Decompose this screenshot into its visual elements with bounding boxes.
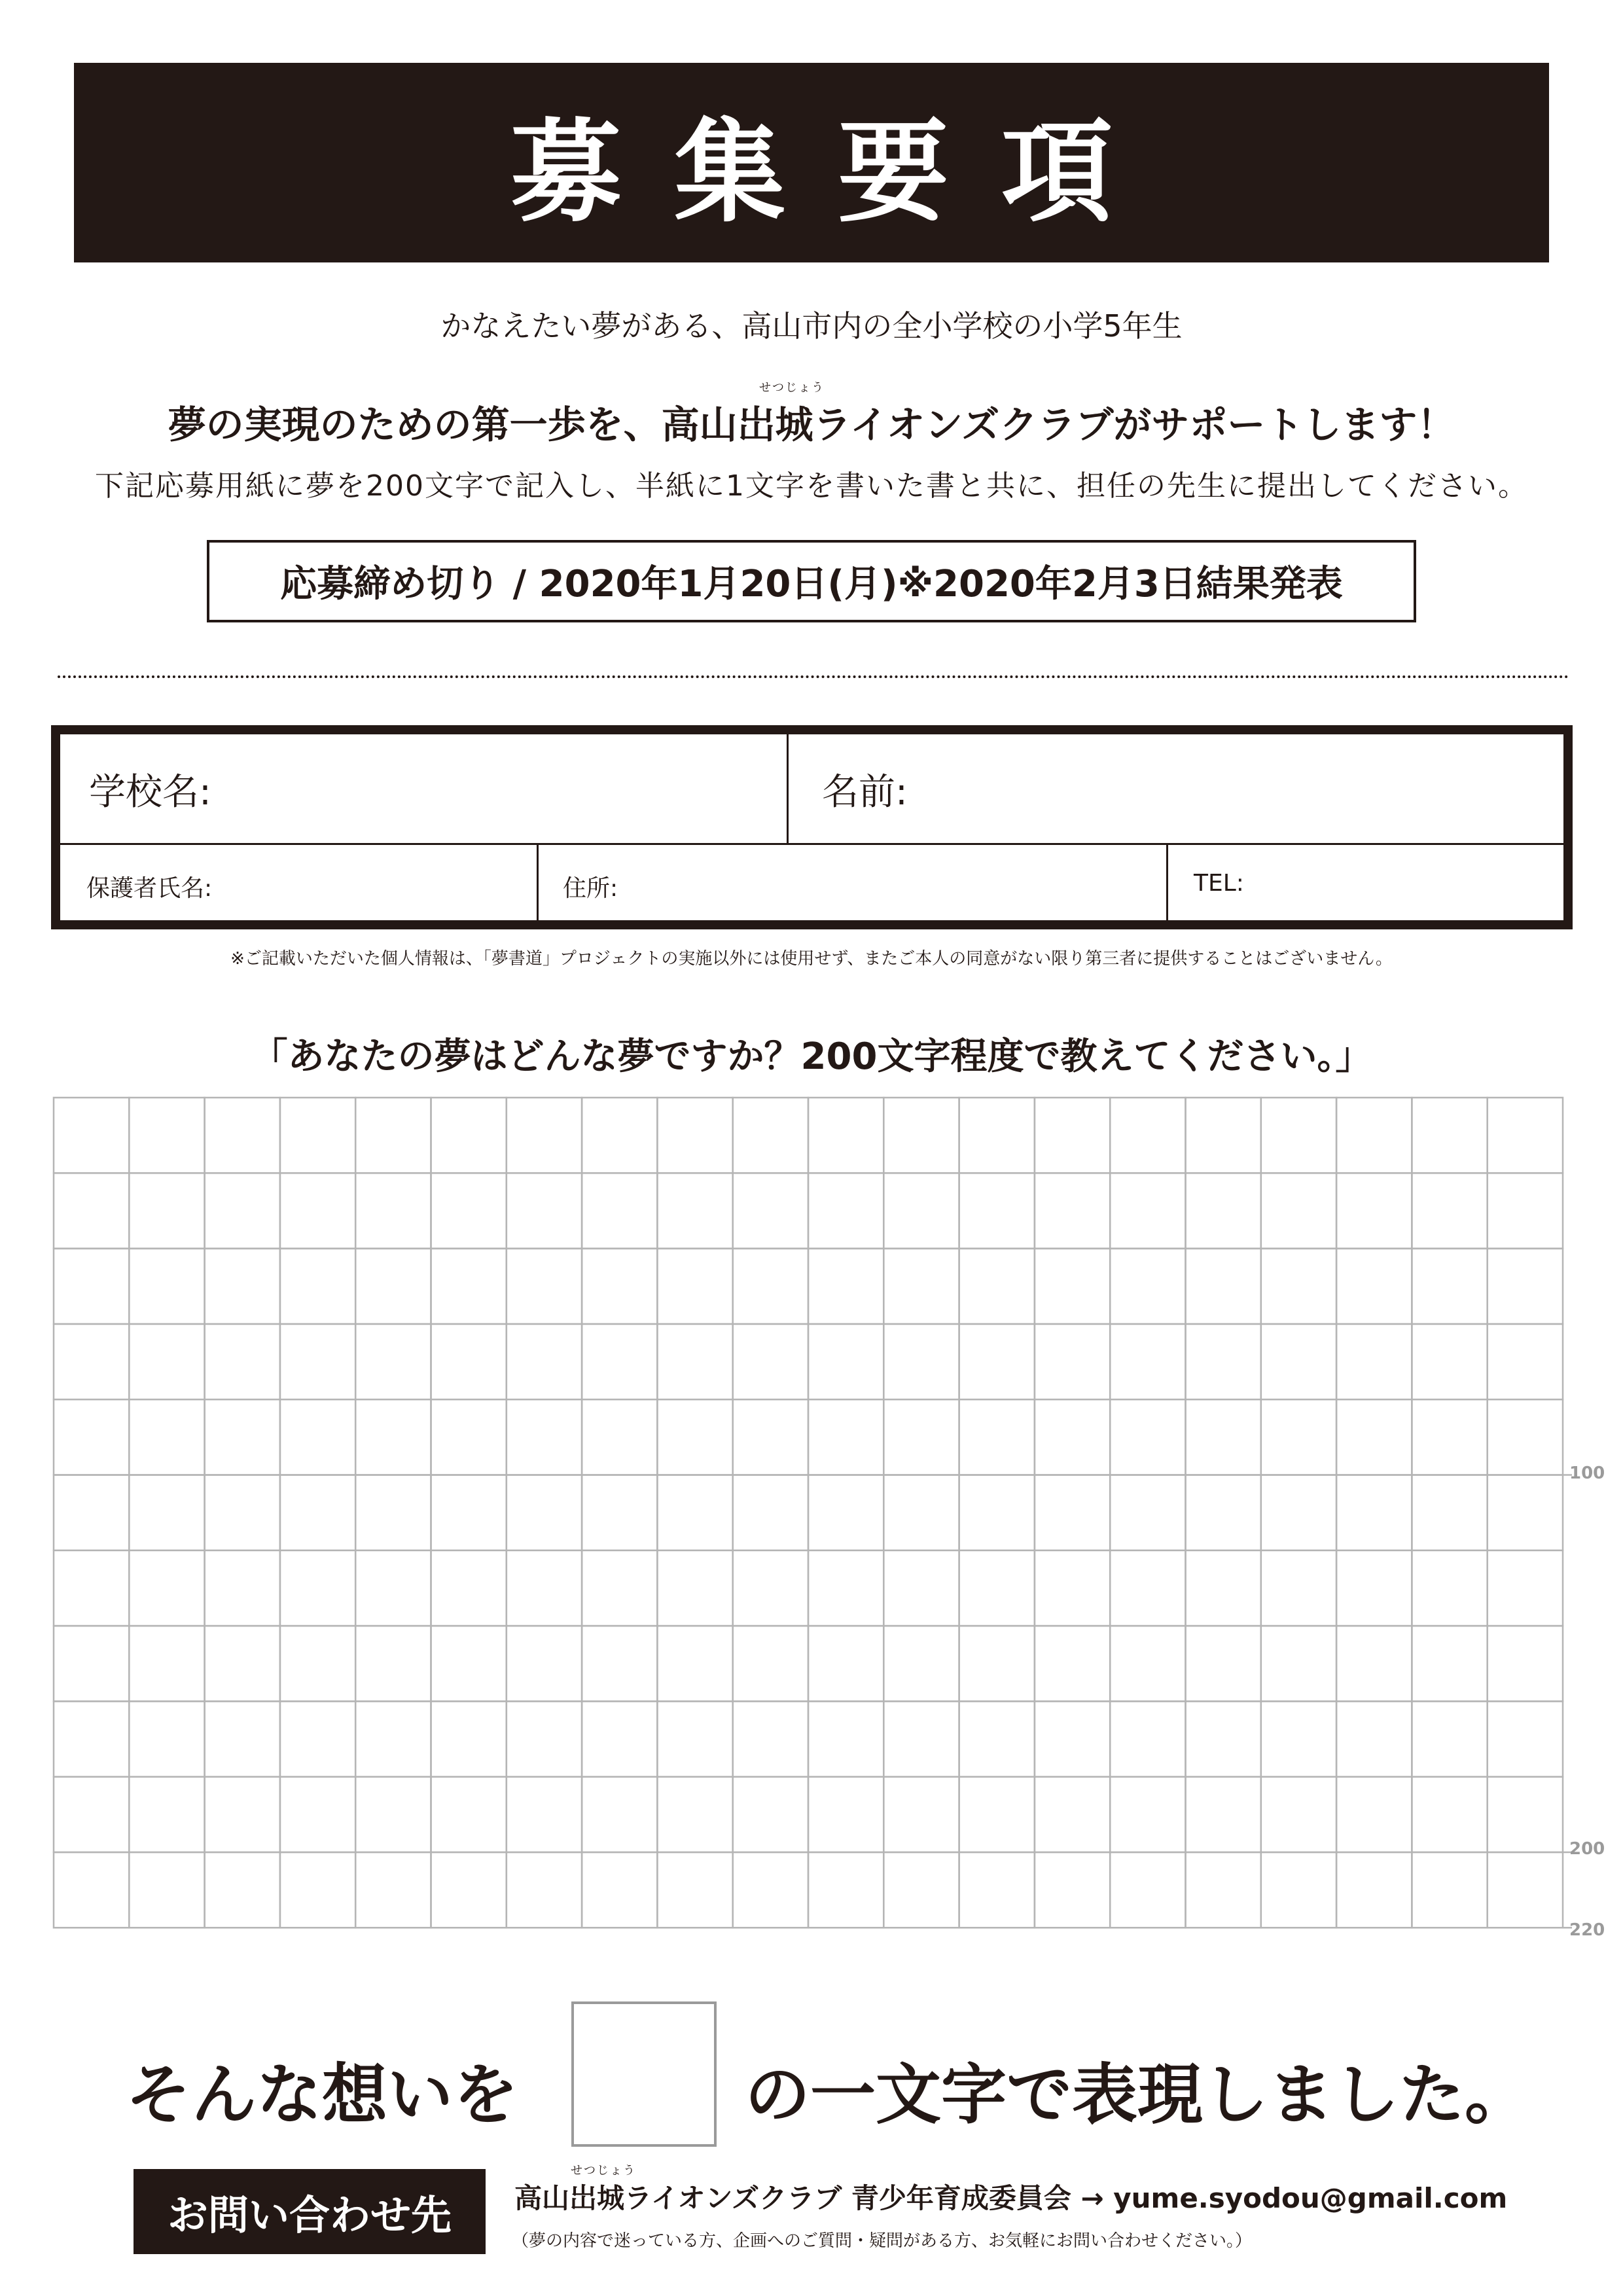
grid-cell[interactable]	[507, 1399, 582, 1475]
student-name-field[interactable]: 名前:	[822, 771, 908, 814]
grid-cell[interactable]	[733, 1475, 808, 1551]
grid-cell[interactable]	[1186, 1626, 1261, 1701]
grid-cell[interactable]	[1261, 1626, 1336, 1701]
grid-cell[interactable]	[582, 1626, 657, 1701]
grid-cell[interactable]	[507, 1098, 582, 1173]
grid-cell[interactable]	[507, 1701, 582, 1776]
grid-cell[interactable]	[431, 1777, 507, 1852]
grid-cell[interactable]	[883, 1324, 959, 1399]
grid-cell[interactable]	[129, 1324, 204, 1399]
grid-cell[interactable]	[959, 1324, 1035, 1399]
grid-cell[interactable]	[54, 1324, 129, 1399]
grid-cell[interactable]	[1186, 1551, 1261, 1626]
grid-cell[interactable]	[1336, 1626, 1412, 1701]
grid-cell[interactable]	[1412, 1399, 1487, 1475]
grid-cell[interactable]	[1035, 1324, 1110, 1399]
grid-cell[interactable]	[959, 1626, 1035, 1701]
grid-cell[interactable]	[1186, 1249, 1261, 1324]
grid-cell[interactable]	[808, 1399, 883, 1475]
grid-cell[interactable]	[1035, 1173, 1110, 1248]
grid-cell[interactable]	[657, 1249, 732, 1324]
grid-cell[interactable]	[280, 1098, 355, 1173]
grid-cell[interactable]	[808, 1324, 883, 1399]
grid-cell[interactable]	[959, 1551, 1035, 1626]
grid-cell[interactable]	[280, 1173, 355, 1248]
grid-cell[interactable]	[582, 1475, 657, 1551]
target-audience: かなえたい夢がある、高山市内の全小学校の小学5年生	[440, 308, 1183, 344]
grid-cell[interactable]	[1110, 1777, 1185, 1852]
grid-cell[interactable]	[1186, 1777, 1261, 1852]
grid-cell[interactable]	[355, 1701, 431, 1776]
grid-cell[interactable]	[883, 1626, 959, 1701]
grid-cell[interactable]	[1110, 1551, 1185, 1626]
grid-cell[interactable]	[1186, 1098, 1261, 1173]
grid-cell[interactable]	[733, 1249, 808, 1324]
grid-cell[interactable]	[582, 1551, 657, 1626]
grid-cell[interactable]	[129, 1777, 204, 1852]
single-character-box[interactable]	[571, 2001, 717, 2147]
contact-info: 高山岀城ライオンズクラブ 青少年育成委員会 → yume.syodou@gmail.com	[514, 2182, 1508, 2214]
grid-cell[interactable]	[1488, 1249, 1563, 1324]
grid-cell[interactable]	[507, 1475, 582, 1551]
grid-cell[interactable]	[1110, 1701, 1185, 1776]
grid-cell[interactable]	[205, 1475, 280, 1551]
grid-cell[interactable]	[808, 1852, 883, 1928]
grid-cell[interactable]	[129, 1098, 204, 1173]
grid-cell[interactable]	[1336, 1701, 1412, 1776]
grid-cell[interactable]	[808, 1249, 883, 1324]
grid-cell[interactable]	[280, 1701, 355, 1776]
grid-cell[interactable]	[205, 1551, 280, 1626]
grid-cell[interactable]	[883, 1173, 959, 1248]
grid-cell[interactable]	[808, 1701, 883, 1776]
grid-cell[interactable]	[1261, 1399, 1336, 1475]
grid-cell[interactable]	[355, 1249, 431, 1324]
grid-cell[interactable]	[959, 1249, 1035, 1324]
grid-cell[interactable]	[1261, 1852, 1336, 1928]
grid-cell[interactable]	[1488, 1852, 1563, 1928]
grid-cell[interactable]	[1412, 1173, 1487, 1248]
grid-cell[interactable]	[507, 1249, 582, 1324]
grid-cell[interactable]	[1412, 1777, 1487, 1852]
grid-cell[interactable]	[883, 1777, 959, 1852]
grid-cell[interactable]	[1261, 1475, 1336, 1551]
grid-cell[interactable]	[1336, 1324, 1412, 1399]
grid-cell[interactable]	[959, 1777, 1035, 1852]
deadline-box: 応募締め切り / 2020年1月20日(月)※2020年2月3日結果発表	[207, 540, 1416, 622]
school-name-field[interactable]: 学校名:	[89, 771, 211, 814]
grid-cell[interactable]	[1412, 1626, 1487, 1701]
grid-marker-100: 100	[1569, 1463, 1605, 1483]
grid-cell[interactable]	[355, 1852, 431, 1928]
grid-cell[interactable]	[280, 1399, 355, 1475]
grid-cell[interactable]	[733, 1852, 808, 1928]
grid-cell[interactable]	[657, 1852, 732, 1928]
grid-cell[interactable]	[1412, 1098, 1487, 1173]
grid-cell[interactable]	[355, 1399, 431, 1475]
grid-cell[interactable]	[733, 1098, 808, 1173]
grid-cell[interactable]	[959, 1852, 1035, 1928]
grid-cell[interactable]	[808, 1173, 883, 1248]
grid-cell[interactable]	[1336, 1475, 1412, 1551]
grid-cell[interactable]	[507, 1324, 582, 1399]
grid-cell[interactable]	[54, 1399, 129, 1475]
grid-cell[interactable]	[129, 1399, 204, 1475]
grid-cell[interactable]	[507, 1852, 582, 1928]
grid-cell[interactable]	[280, 1852, 355, 1928]
grid-cell[interactable]	[1186, 1399, 1261, 1475]
grid-cell[interactable]	[1488, 1173, 1563, 1248]
grid-cell[interactable]	[1488, 1701, 1563, 1776]
grid-cell[interactable]	[1261, 1701, 1336, 1776]
grid-cell[interactable]	[205, 1852, 280, 1928]
instructions: 下記応募用紙に夢を200文字で記入し、半紙に1文字を書いた書と共に、担任の先生に提出してください。	[95, 469, 1528, 503]
grid-cell[interactable]	[205, 1701, 280, 1776]
address-field[interactable]: 住所:	[563, 875, 618, 902]
grid-cell[interactable]	[1261, 1249, 1336, 1324]
grid-cell[interactable]	[1261, 1324, 1336, 1399]
grid-cell[interactable]	[1110, 1399, 1185, 1475]
grid-cell[interactable]	[1488, 1399, 1563, 1475]
grid-cell[interactable]	[657, 1098, 732, 1173]
grid-marker-200: 200	[1569, 1839, 1605, 1859]
grid-cell[interactable]	[205, 1777, 280, 1852]
grid-cell[interactable]	[733, 1777, 808, 1852]
grid-cell[interactable]	[205, 1399, 280, 1475]
grid-cell[interactable]	[1186, 1701, 1261, 1776]
grid-cell[interactable]	[280, 1324, 355, 1399]
grid-cell[interactable]	[431, 1173, 507, 1248]
grid-cell[interactable]	[1488, 1626, 1563, 1701]
grid-cell[interactable]	[431, 1098, 507, 1173]
grid-cell[interactable]	[582, 1249, 657, 1324]
privacy-note: ※ご記載いただいた個人情報は、「夢書道」プロジェクトの実施以外には使用せず、またご本人の同意がない限り第三者に提供することはございません。	[230, 949, 1393, 969]
grid-marker-220: 220	[1569, 1920, 1605, 1940]
grid-cell[interactable]	[54, 1777, 129, 1852]
guardian-name-field[interactable]: 保護者氏名:	[86, 875, 213, 902]
grid-cell[interactable]	[657, 1324, 732, 1399]
grid-cell[interactable]	[1412, 1701, 1487, 1776]
grid-cell[interactable]	[129, 1852, 204, 1928]
grid-cell[interactable]	[657, 1399, 732, 1475]
contact-badge: お問い合わせ先	[134, 2169, 486, 2254]
grid-cell[interactable]	[431, 1249, 507, 1324]
grid-cell[interactable]	[582, 1324, 657, 1399]
grid-cell[interactable]	[1412, 1249, 1487, 1324]
statement-right: の一文字で表現しました。	[745, 2056, 1530, 2133]
grid-cell[interactable]	[1186, 1324, 1261, 1399]
grid-cell[interactable]	[1035, 1098, 1110, 1173]
grid-cell[interactable]	[1035, 1852, 1110, 1928]
grid-cell[interactable]	[883, 1399, 959, 1475]
grid-cell[interactable]	[1110, 1249, 1185, 1324]
grid-cell[interactable]	[355, 1324, 431, 1399]
grid-cell[interactable]	[205, 1626, 280, 1701]
grid-cell[interactable]	[54, 1249, 129, 1324]
grid-cell[interactable]	[959, 1475, 1035, 1551]
grid-cell[interactable]	[507, 1551, 582, 1626]
grid-cell[interactable]	[1336, 1173, 1412, 1248]
contact-note: （夢の内容で迷っている方、企画へのご質問・疑問がある方、お気軽にお問い合わせください。）	[512, 2231, 1253, 2251]
tel-field[interactable]: TEL:	[1194, 870, 1244, 897]
grid-cell[interactable]	[355, 1777, 431, 1852]
grid-cell[interactable]	[1336, 1777, 1412, 1852]
grid-cell[interactable]	[733, 1399, 808, 1475]
grid-cell[interactable]	[1035, 1551, 1110, 1626]
grid-cell[interactable]	[1336, 1551, 1412, 1626]
grid-cell[interactable]	[1336, 1249, 1412, 1324]
grid-cell[interactable]	[129, 1173, 204, 1248]
grid-cell[interactable]	[280, 1777, 355, 1852]
grid-cell[interactable]	[280, 1551, 355, 1626]
grid-cell[interactable]	[1336, 1852, 1412, 1928]
grid-cell[interactable]	[54, 1475, 129, 1551]
grid-cell[interactable]	[582, 1777, 657, 1852]
grid-cell[interactable]	[582, 1173, 657, 1248]
grid-cell[interactable]	[1035, 1626, 1110, 1701]
grid-cell[interactable]	[431, 1399, 507, 1475]
grid-cell[interactable]	[129, 1475, 204, 1551]
grid-cell[interactable]	[582, 1098, 657, 1173]
grid-cell[interactable]	[733, 1626, 808, 1701]
grid-cell[interactable]	[1412, 1324, 1487, 1399]
grid-cell[interactable]	[431, 1551, 507, 1626]
grid-cell[interactable]	[1412, 1852, 1487, 1928]
grid-cell[interactable]	[1261, 1551, 1336, 1626]
grid-cell[interactable]	[1412, 1475, 1487, 1551]
grid-cell[interactable]	[1261, 1173, 1336, 1248]
grid-cell[interactable]	[1488, 1475, 1563, 1551]
grid-cell[interactable]	[657, 1777, 732, 1852]
grid-cell[interactable]	[205, 1173, 280, 1248]
grid-cell[interactable]	[431, 1852, 507, 1928]
grid-cell[interactable]	[129, 1249, 204, 1324]
grid-cell[interactable]	[1110, 1324, 1185, 1399]
headline-ruby: せつじょう	[759, 381, 825, 395]
grid-cell[interactable]	[129, 1551, 204, 1626]
grid-cell[interactable]	[1110, 1852, 1185, 1928]
grid-cell[interactable]	[883, 1551, 959, 1626]
grid-cell[interactable]	[808, 1475, 883, 1551]
grid-cell[interactable]	[54, 1173, 129, 1248]
grid-cell[interactable]	[1488, 1551, 1563, 1626]
grid-cell[interactable]	[1488, 1324, 1563, 1399]
grid-cell[interactable]	[959, 1399, 1035, 1475]
grid-cell[interactable]	[657, 1626, 732, 1701]
grid-cell[interactable]	[355, 1551, 431, 1626]
grid-cell[interactable]	[883, 1249, 959, 1324]
grid-cell[interactable]	[1488, 1098, 1563, 1173]
page-title: 募集要項	[74, 63, 1549, 262]
grid-cell[interactable]	[1035, 1701, 1110, 1776]
grid-cell[interactable]	[733, 1324, 808, 1399]
grid-cell[interactable]	[808, 1626, 883, 1701]
grid-cell[interactable]	[959, 1173, 1035, 1248]
grid-cell[interactable]	[431, 1701, 507, 1776]
grid-cell[interactable]	[1261, 1098, 1336, 1173]
grid-cell[interactable]	[54, 1852, 129, 1928]
grid-cell[interactable]	[1035, 1249, 1110, 1324]
grid-cell[interactable]	[733, 1173, 808, 1248]
grid-cell[interactable]	[582, 1399, 657, 1475]
grid-cell[interactable]	[657, 1551, 732, 1626]
grid-cell[interactable]	[582, 1701, 657, 1776]
grid-cell[interactable]	[205, 1324, 280, 1399]
grid-cell[interactable]	[1110, 1475, 1185, 1551]
grid-cell[interactable]	[355, 1626, 431, 1701]
grid-cell[interactable]	[507, 1626, 582, 1701]
grid-cell[interactable]	[1412, 1551, 1487, 1626]
grid-cell[interactable]	[1110, 1098, 1185, 1173]
grid-cell[interactable]	[129, 1701, 204, 1776]
grid-cell[interactable]	[1186, 1173, 1261, 1248]
grid-cell[interactable]	[808, 1777, 883, 1852]
grid-cell[interactable]	[733, 1701, 808, 1776]
grid-cell[interactable]	[355, 1173, 431, 1248]
grid-cell[interactable]	[657, 1701, 732, 1776]
grid-cell[interactable]	[54, 1701, 129, 1776]
grid-cell[interactable]	[883, 1852, 959, 1928]
grid-cell[interactable]	[959, 1701, 1035, 1776]
grid-cell[interactable]	[355, 1098, 431, 1173]
grid-cell[interactable]	[54, 1551, 129, 1626]
grid-cell[interactable]	[431, 1626, 507, 1701]
grid-cell[interactable]	[431, 1324, 507, 1399]
grid-cell[interactable]	[1488, 1777, 1563, 1852]
contact-ruby: せつじょう	[571, 2164, 636, 2178]
essay-question: 「あなたの夢はどんな夢ですか？200文字程度で教えてください。」	[251, 1035, 1372, 1078]
grid-cell[interactable]	[1186, 1475, 1261, 1551]
grid-cell[interactable]	[507, 1173, 582, 1248]
grid-cell[interactable]	[205, 1098, 280, 1173]
headline: 夢の実現のための第一歩を、高山岀城ライオンズクラブがサポートします！	[168, 403, 1455, 447]
statement-left: そんな想いを	[126, 2056, 518, 2133]
grid-cell[interactable]	[657, 1475, 732, 1551]
grid-cell[interactable]	[129, 1626, 204, 1701]
grid-cell[interactable]	[280, 1626, 355, 1701]
grid-cell[interactable]	[657, 1173, 732, 1248]
grid-cell[interactable]	[883, 1475, 959, 1551]
grid-cell[interactable]	[54, 1626, 129, 1701]
grid-cell[interactable]	[808, 1098, 883, 1173]
grid-cell[interactable]	[808, 1551, 883, 1626]
grid-cell[interactable]	[1110, 1173, 1185, 1248]
grid-cell[interactable]	[1110, 1626, 1185, 1701]
grid-cell[interactable]	[205, 1249, 280, 1324]
grid-cell[interactable]	[355, 1475, 431, 1551]
grid-cell[interactable]	[280, 1475, 355, 1551]
grid-cell[interactable]	[1261, 1777, 1336, 1852]
grid-cell[interactable]	[582, 1852, 657, 1928]
grid-cell[interactable]	[1186, 1852, 1261, 1928]
grid-cell[interactable]	[280, 1249, 355, 1324]
grid-cell[interactable]	[1035, 1475, 1110, 1551]
grid-cell[interactable]	[733, 1551, 808, 1626]
grid-cell[interactable]	[959, 1098, 1035, 1173]
grid-cell[interactable]	[883, 1701, 959, 1776]
grid-cell[interactable]	[54, 1098, 129, 1173]
grid-cell[interactable]	[1035, 1777, 1110, 1852]
grid-cell[interactable]	[1336, 1399, 1412, 1475]
grid-cell[interactable]	[1336, 1098, 1412, 1173]
grid-cell[interactable]	[1035, 1399, 1110, 1475]
grid-cell[interactable]	[431, 1475, 507, 1551]
grid-cell[interactable]	[507, 1777, 582, 1852]
grid-cell[interactable]	[883, 1098, 959, 1173]
